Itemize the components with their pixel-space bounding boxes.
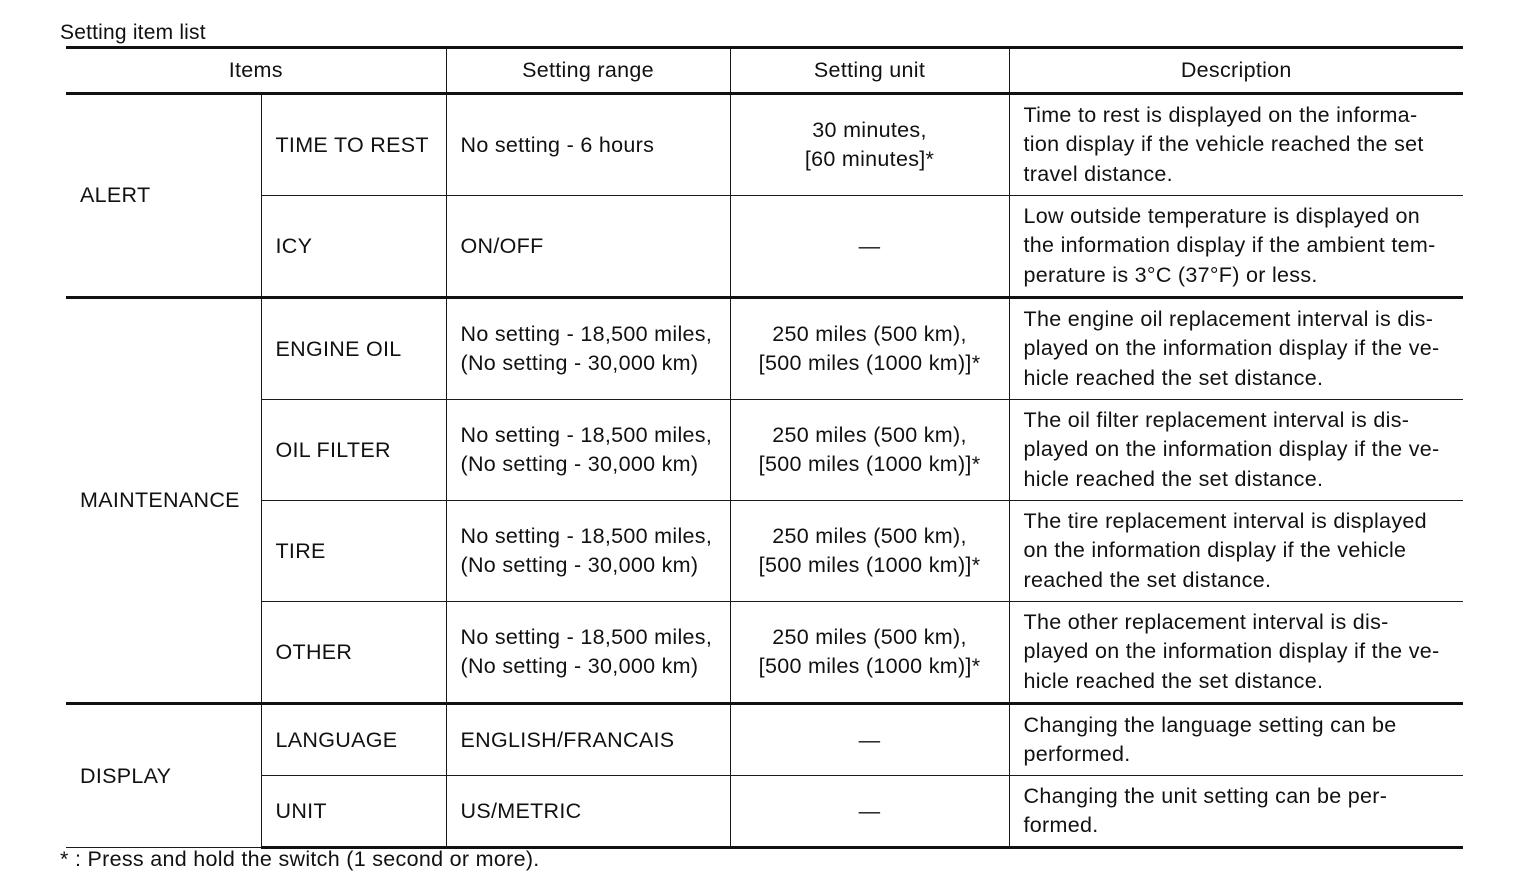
description-line: the information display if the ambient tem- <box>1023 233 1436 258</box>
table-body <box>66 94 1463 848</box>
settings-table <box>66 46 1463 849</box>
table-row <box>66 776 1463 848</box>
setting-unit-cell <box>730 196 1009 298</box>
item-name: UNIT <box>261 776 446 848</box>
description-line: hicle reached the set distance. <box>1023 365 1324 390</box>
footnote: * : Press and hold the switch (1 second or more). <box>60 847 540 871</box>
description-line: Low outside temperature is displayed on <box>1023 203 1421 228</box>
setting-range-line: (No setting - 30,000 km) <box>460 351 699 375</box>
description-cell <box>1009 501 1463 602</box>
setting-unit-cell <box>730 94 1009 196</box>
setting-range-cell <box>446 400 730 501</box>
table-row <box>66 196 1463 298</box>
setting-range-line: (No setting - 30,000 km) <box>460 452 699 476</box>
item-name: ENGINE OIL <box>261 298 446 400</box>
description-line: perature is 3°C (37°F) or less. <box>1023 262 1318 287</box>
setting-range-line: No setting - 18,500 miles, <box>460 625 713 649</box>
description-cell <box>1009 298 1463 400</box>
description-cell <box>1009 704 1463 776</box>
description-line: reached the set distance. <box>1023 567 1272 592</box>
table-row <box>66 501 1463 602</box>
setting-unit-line: [500 miles (1000 km)]* <box>758 553 981 577</box>
table-row <box>66 602 1463 704</box>
description-line: played on the information display if the ve- <box>1023 437 1440 462</box>
setting-range-cell <box>446 196 730 298</box>
setting-unit-line: 250 miles (500 km), <box>772 322 967 346</box>
description-cell <box>1009 94 1463 196</box>
setting-unit-line: — <box>858 798 881 823</box>
description-line: Time to rest is displayed on the informa- <box>1023 102 1418 127</box>
table-row <box>66 94 1463 196</box>
description-line: travel distance. <box>1023 161 1173 186</box>
setting-unit-line: [500 miles (1000 km)]* <box>758 654 981 678</box>
setting-unit-line: 250 miles (500 km), <box>772 423 967 447</box>
setting-unit-line: — <box>858 233 881 258</box>
description-line: The other replacement interval is dis- <box>1023 609 1389 634</box>
table-row <box>66 400 1463 501</box>
setting-range-line: ON/OFF <box>460 233 544 258</box>
setting-range-cell <box>446 94 730 196</box>
setting-range-line: No setting - 18,500 miles, <box>460 423 713 447</box>
table-row <box>66 704 1463 776</box>
description-line: hicle reached the set distance. <box>1023 668 1324 693</box>
description-line: The engine oil replacement interval is dis- <box>1023 306 1434 331</box>
setting-unit-cell <box>730 776 1009 848</box>
setting-unit-cell <box>730 400 1009 501</box>
setting-range-line: (No setting - 30,000 km) <box>460 654 699 678</box>
setting-unit-cell <box>730 298 1009 400</box>
setting-unit-line: 30 minutes, <box>812 118 927 142</box>
setting-unit-cell <box>730 501 1009 602</box>
setting-unit-line: 250 miles (500 km), <box>772 625 967 649</box>
setting-range-cell <box>446 602 730 704</box>
table-row <box>66 298 1463 400</box>
group-label: MAINTENANCE <box>66 298 261 704</box>
description-line: tion display if the vehicle reached the set <box>1023 132 1424 157</box>
item-name: TIRE <box>261 501 446 602</box>
description-cell <box>1009 400 1463 501</box>
header-setting-unit: Setting unit <box>730 48 1009 94</box>
description-line: Changing the unit setting can be per- <box>1023 783 1388 808</box>
header-setting-range: Setting range <box>446 48 730 94</box>
description-cell <box>1009 602 1463 704</box>
setting-range-line: No setting - 18,500 miles, <box>460 524 713 548</box>
setting-range-line: (No setting - 30,000 km) <box>460 553 699 577</box>
group-label: DISPLAY <box>66 704 261 848</box>
description-line: played on the information display if the ve- <box>1023 639 1440 664</box>
group-label: ALERT <box>66 94 261 298</box>
setting-unit-cell <box>730 602 1009 704</box>
description-cell <box>1009 776 1463 848</box>
item-name: LANGUAGE <box>261 704 446 776</box>
description-line: Changing the language setting can be <box>1023 712 1397 737</box>
item-name: OTHER <box>261 602 446 704</box>
table-caption: Setting item list <box>60 21 206 44</box>
header-description: Description <box>1009 48 1463 94</box>
setting-range-line: No setting - 6 hours <box>460 132 655 157</box>
setting-unit-line: [500 miles (1000 km)]* <box>758 351 981 375</box>
setting-unit-line: [60 minutes]* <box>804 147 935 171</box>
setting-range-cell <box>446 776 730 848</box>
header-row <box>66 48 1463 94</box>
description-line: performed. <box>1023 742 1131 766</box>
setting-range-line: No setting - 18,500 miles, <box>460 322 713 346</box>
item-name: ICY <box>261 196 446 298</box>
setting-unit-line: [500 miles (1000 km)]* <box>758 452 981 476</box>
setting-unit-cell <box>730 704 1009 776</box>
description-line: hicle reached the set distance. <box>1023 466 1324 491</box>
description-cell <box>1009 196 1463 298</box>
item-name: TIME TO REST <box>261 94 446 196</box>
setting-range-cell <box>446 704 730 776</box>
setting-range-cell <box>446 298 730 400</box>
item-name: OIL FILTER <box>261 400 446 501</box>
setting-range-line: ENGLISH/FRANCAIS <box>460 727 675 752</box>
setting-unit-line: — <box>858 727 881 752</box>
description-line: played on the information display if the ve- <box>1023 336 1440 361</box>
description-line: The tire replacement interval is displayed <box>1023 508 1427 533</box>
setting-unit-line: 250 miles (500 km), <box>772 524 967 548</box>
description-line: formed. <box>1023 813 1099 837</box>
description-line: on the information display if the vehicle <box>1023 538 1407 563</box>
description-line: The oil filter replacement interval is dis- <box>1023 407 1410 432</box>
setting-range-line: US/METRIC <box>460 798 582 823</box>
header-items: Items <box>66 48 446 94</box>
setting-range-cell <box>446 501 730 602</box>
